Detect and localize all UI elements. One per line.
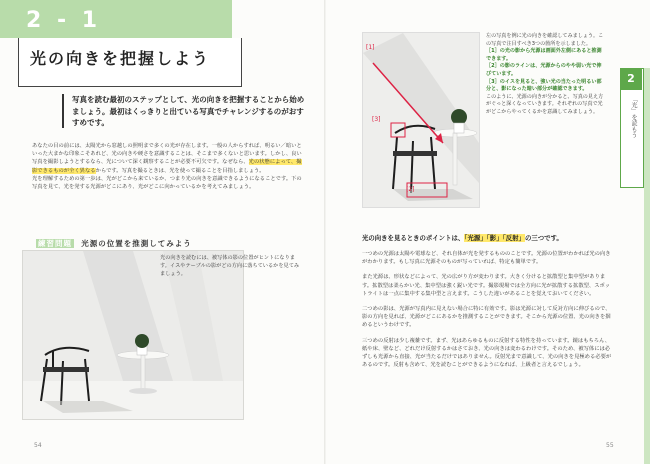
exercise-tag: 練習問題 xyxy=(38,239,72,248)
photo-label-1: [1] xyxy=(366,44,375,51)
highlighted-phrase: 光の状態によって、撮影できるものが全く異なる xyxy=(32,159,302,174)
intro-lead: 写真を読む最初のステップとして、光の向きを把握することから始めましょう。最初はくっきりと出ている写真でチャレンジするのがおすすめです。 xyxy=(62,94,308,128)
right-paragraph: 三つめの反射は少し複雑です。まず、光はあらゆるものに反射する特性を持っています。鏡はもちろん、紙や床、壁など、どれだけ反射するかはさておき、光の向きは変わるわけです。そのため、被写体には必ずしも光源から直接、光が当たるだけではありません。反射光まで意識して、光の向きを見極める必要があるのです。反射も含めて、光を読むことができるようになれば、上級者と言えるでしょう。 xyxy=(362,337,612,369)
text-run: あなたの目の前には、太陽光から窓越しの照明まで多くの光が存在します。一般の人からすれば、明るい／暗いといった大まかな印象こそあれど、光の向きや硬さを意識することは、そこまで多くないと思います。しかし、良い写真を撮影しようとするなら、光について深く観察することが必要不可欠です。なぜなら、 xyxy=(32,143,302,166)
exercise-note: 光の向きを読むには、被写体の影の位置がヒントになります。イスやテーブルの影がどの方向に落ちているかを見てみましょう。 xyxy=(160,255,300,277)
text-run: からです。写真を撮るときは、光を使って撮ることを目指しましょう。 xyxy=(95,167,265,174)
left-paragraph-1 xyxy=(32,142,302,175)
right-body-text xyxy=(362,250,612,376)
page-number-right: 55 xyxy=(606,442,614,449)
left-body-text xyxy=(32,142,302,191)
key-items: 「光源」「影」「反射」 xyxy=(464,234,525,242)
exercise-heading xyxy=(36,238,192,249)
right-paragraph: 二つめの影は、光源が写真内に見えない場合に特に有効です。影は光源に対して反対方向に伸びるので、影の方向を見れば、光源がどこにあるかを推測することができます。そこから光源の位置、光の向きを掴めるというわけです。 xyxy=(362,306,611,329)
photo-label-3: [3] xyxy=(372,116,381,123)
chapter-tab-label: 「光」を読もう xyxy=(630,96,637,138)
chapter-number: 2 xyxy=(620,68,642,90)
key-suffix: の三つです。 xyxy=(524,234,563,242)
page-gutter xyxy=(324,0,326,464)
explain-point-3: ［3］のイスを見ると、強い光の当たった明るい部分と、影になった暗い部分が確認できます。 xyxy=(486,78,602,93)
page-number-left: 54 xyxy=(34,442,42,449)
section-number: 2 - 1 xyxy=(26,8,102,33)
explain-point-1: ［1］の光の影から光源は画面外左側にあると推測できます。 xyxy=(486,48,602,62)
edge-strip xyxy=(644,68,650,464)
photo-label-2: [2] xyxy=(406,186,415,193)
left-paragraph-2: 光を理解するための第一歩は、光がどこから来ているか、つまり光の向きを意識できるようになることです。下の写真を見て、光を発する光源がどこにあり、光がどこに向かっているかを考えてみましょう。 xyxy=(32,175,302,191)
right-paragraph: 一つめの光源は太陽や電球など、それ自体が光を発するもののことです。光源の位置がわかれば光の向きがわかります。もし写真に光源そのものが写っていれば、特定も簡単です。 xyxy=(362,251,611,266)
key-point-line xyxy=(362,233,563,242)
photo-explanation xyxy=(486,33,606,117)
explain-line: 左の写真を例に光の向きを確認してみましょう。この写真で注目すべき3つの箇所を示しました。 xyxy=(486,33,604,47)
key-prefix: 光の向きを見るときのポイントは、 xyxy=(362,234,465,242)
explain-line: このように、光源の向きが分かると、写真の見え方がぐっと深くなっていきます。それぞれの写真で光がどこからやってくるかを意識してみましょう。 xyxy=(486,93,604,115)
exercise-title: 光源の位置を推測してみよう xyxy=(81,239,192,248)
explain-point-2: ［2］の影のラインは、光源からのやや弱い光で伸びています。 xyxy=(486,63,602,77)
right-paragraph: また光源は、形状などによって、光の広がり方が変わります。大きく分けると拡散型と集中型があります。拡散型は柔らかい光、集中型は強く鋭い光です。撮影現場では全方向に光が拡散する拡散型、スポットライトは一点に集中する集中型と言えます。こうした違いがあることを覚えておいてください。 xyxy=(362,274,611,297)
page-title: 光の向きを把握しよう xyxy=(30,49,211,68)
